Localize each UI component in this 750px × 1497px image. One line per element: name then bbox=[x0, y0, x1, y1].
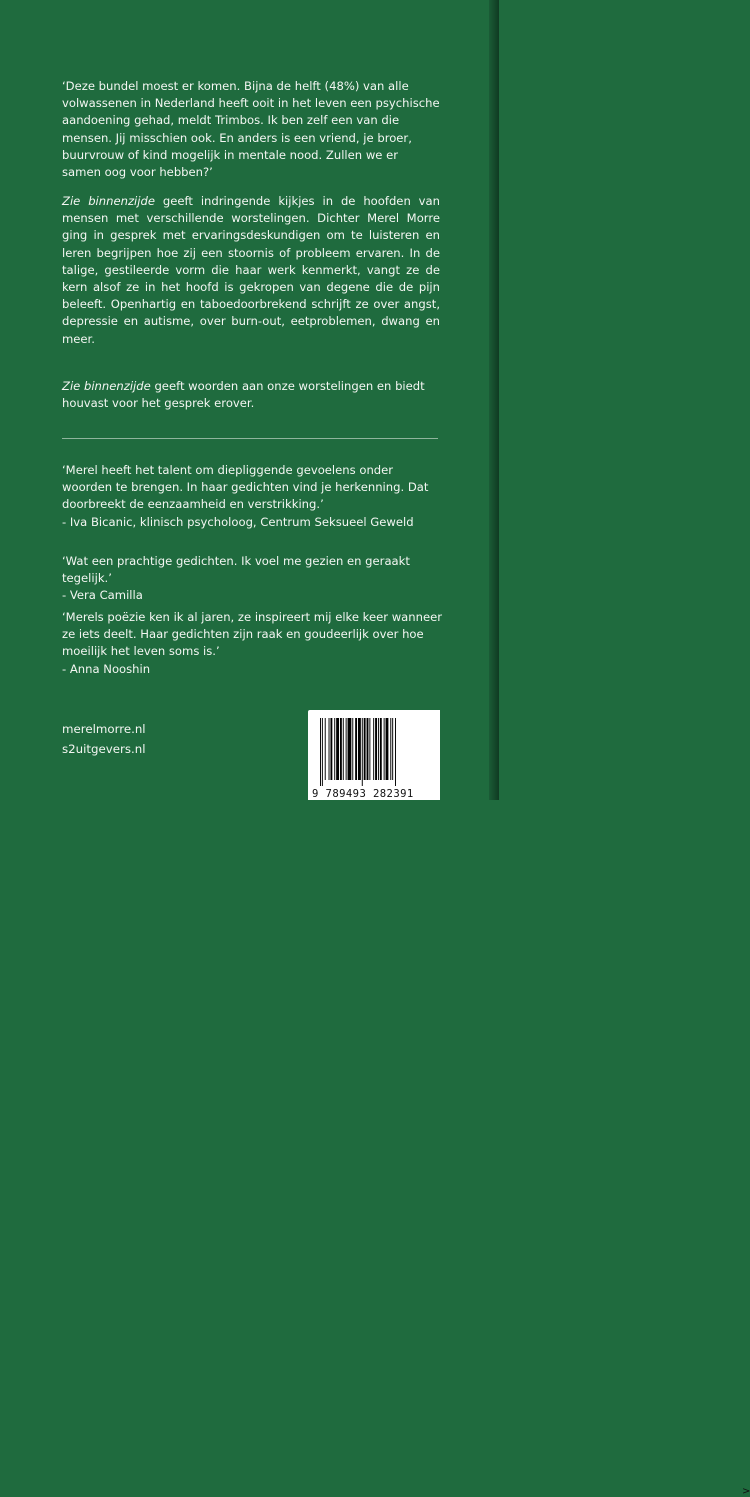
publisher-links bbox=[62, 720, 146, 759]
isbn-number: 9 789493 282391 bbox=[312, 788, 414, 800]
review-quote bbox=[62, 609, 442, 678]
review-quote bbox=[62, 462, 442, 531]
author-website-link[interactable]: merelmorre.nl bbox=[62, 722, 146, 736]
publisher-website-link[interactable]: s2uitgevers.nl bbox=[62, 741, 146, 756]
review-text: ‘Merel heeft het talent om diepliggende gevoelens onder woorden te brengen. In haar gedichten vind je herkenning. Dat doorbreekt de eenzaamheid en verstrikking.’ bbox=[62, 463, 429, 512]
review-author: - Vera Camilla bbox=[62, 588, 143, 603]
blurb-quote: ‘Deze bundel moest er komen. Bijna de helft (48%) van alle volwassenen in Nederland heeft ooit in het leven een psychische aandoening gehad, meldt Trimbos. Ik ben zelf een van die mensen. Jij misschien ook. En anders is een vriend, je broer, buurvrouw of kind mogelijk in mentale nood. Zullen we er samen oog voor hebben?’ bbox=[62, 79, 440, 180]
review-author: - Anna Nooshin bbox=[62, 661, 151, 676]
review-quote bbox=[62, 553, 442, 605]
blurb-description bbox=[62, 193, 440, 348]
barcode-icon bbox=[320, 718, 428, 786]
book-title-inline: Zie binnenzijde bbox=[62, 379, 151, 393]
isbn-arrow: > bbox=[742, 1486, 750, 1497]
review-text: ‘Merels poëzie ken ik al jaren, ze inspireert mij elke keer wanneer ze iets deelt. Haar gedichten zijn raak en goudeerlijk over hoe moeilijk het leven soms is.’ bbox=[62, 610, 443, 659]
review-author: - Iva Bicanic, klinisch psycholoog, Centrum Seksueel Geweld bbox=[62, 514, 414, 529]
blurb-description-text: geeft indringende kijkjes in de hoofden van mensen met verschillende worstelingen. Dichter Merel Morre ging in gesprek met ervaringsdeskundigen om te luisteren en leren begrijpen hoe zij een stoornis of probleem ervaren. In de talige, gestileerde vorm die haar werk kenmerkt, vangt ze de kern alsof ze in het hoofd is gekropen van degene die de pijn beleeft. Openhartig en taboedoorbrekend schrijft ze over angst, depressie en autisme, over burn-out, eetproblemen, dwang en meer. bbox=[62, 194, 440, 346]
review-text: ‘Wat een prachtige gedichten. Ik voel me gezien en geraakt tegelijk.’ bbox=[62, 554, 410, 586]
book-title-inline: Zie binnenzijde bbox=[62, 194, 155, 208]
isbn-barcode bbox=[308, 710, 750, 1497]
blurb-summary bbox=[62, 378, 440, 412]
section-divider bbox=[62, 438, 438, 439]
cover-spine-edge bbox=[489, 0, 499, 800]
blurb-summary-text: geeft woorden aan onze worstelingen en biedt houvast voor het gesprek erover. bbox=[62, 379, 425, 411]
